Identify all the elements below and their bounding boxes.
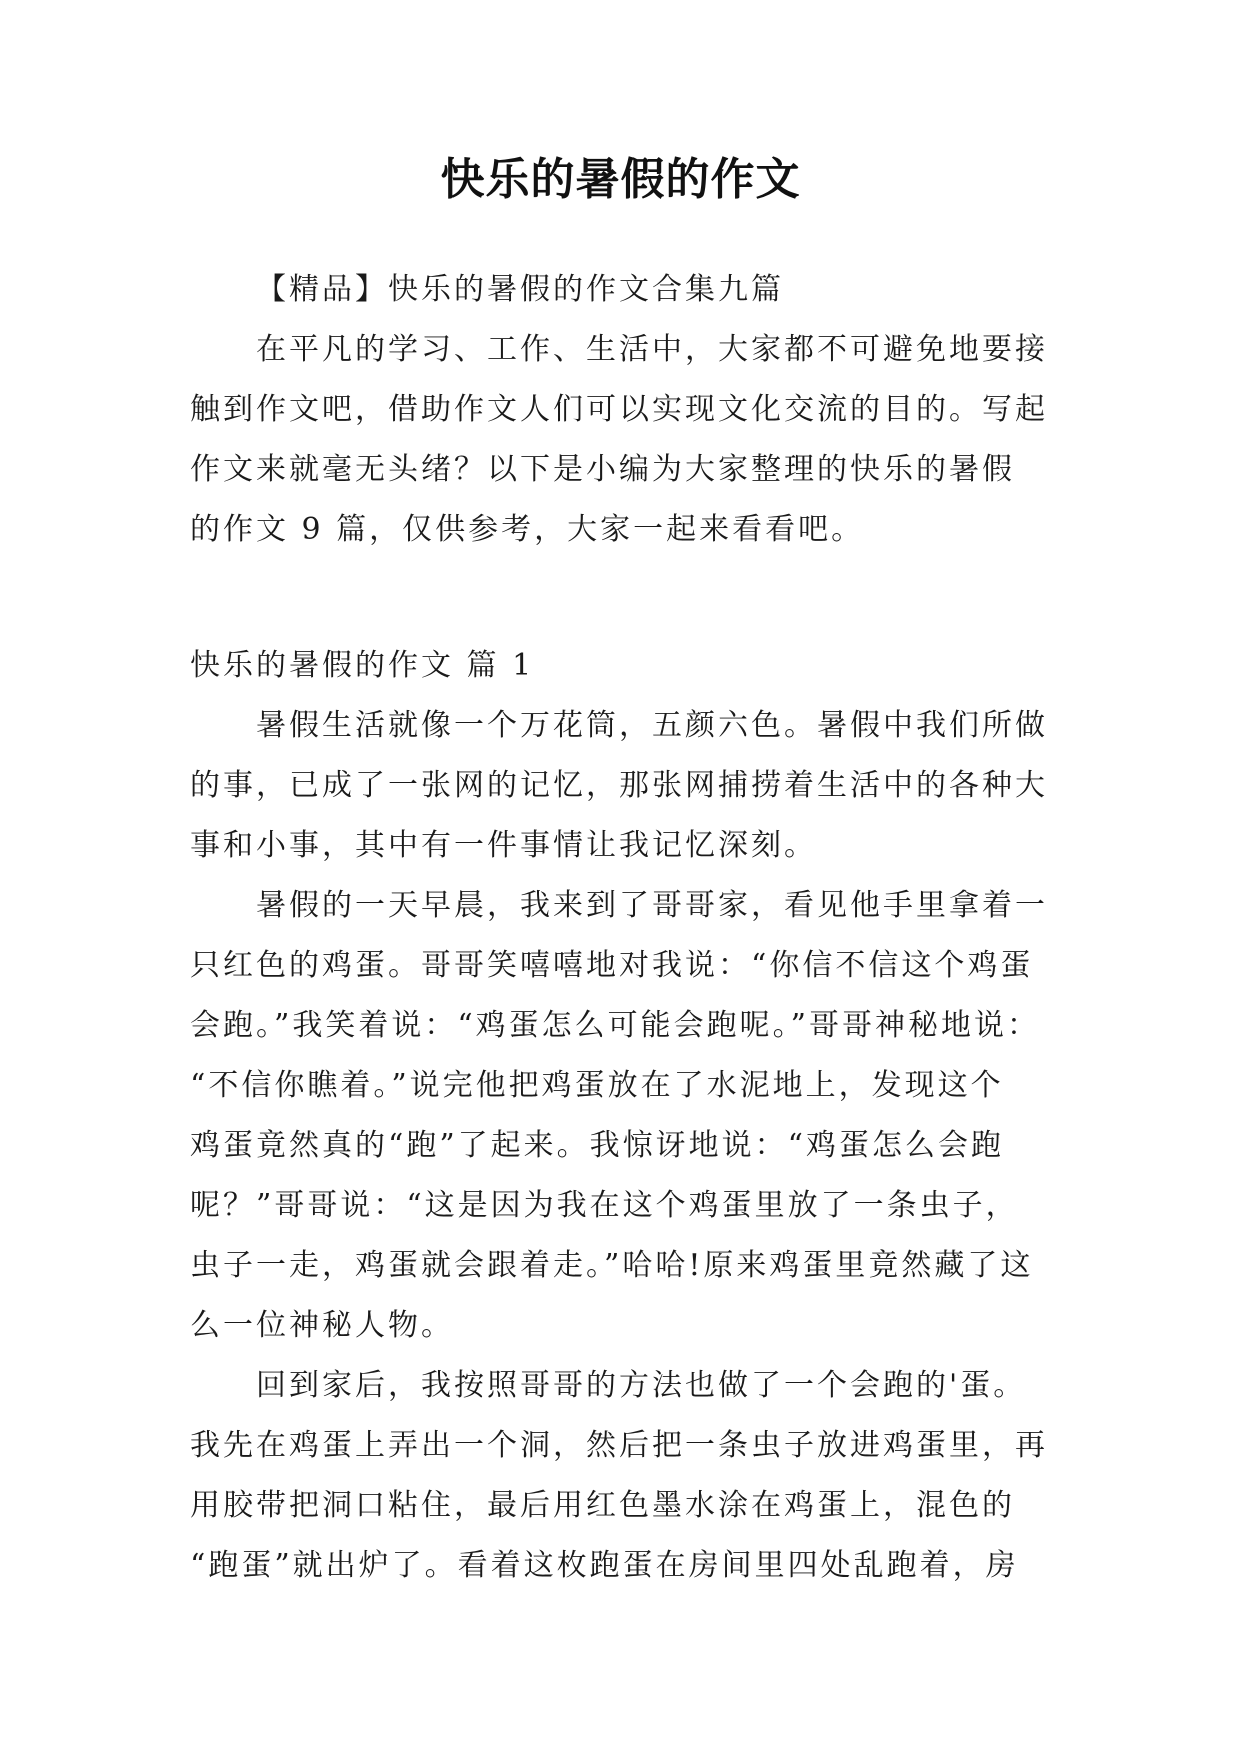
body-line: 呢？”哥哥说：“这是因为我在这个鸡蛋里放了一条虫子， [190, 1188, 1019, 1223]
intro-line: 作文来就毫无头绪？以下是小编为大家整理的快乐的暑假 [190, 452, 1015, 487]
body-line: 回到家后，我按照哥哥的方法也做了一个会跑的'蛋。 [256, 1368, 1027, 1403]
body-line: “跑蛋”就出炉了。看着这枚跑蛋在房间里四处乱跑着，房 [190, 1548, 1019, 1583]
body-line: 虫子一走，鸡蛋就会跟着走。”哈哈!原来鸡蛋里竟然藏了这 [190, 1248, 1034, 1283]
body-line: 暑假生活就像一个万花筒，五颜六色。暑假中我们所做 [256, 708, 1048, 743]
intro-line: 在平凡的学习、工作、生活中，大家都不可避免地要接 [256, 332, 1048, 367]
body-line: 会跑。”我笑着说：“鸡蛋怎么可能会跑呢。”哥哥神秘地说： [190, 1008, 1041, 1043]
intro-line: 触到作文吧，借助作文人们可以实现文化交流的目的。写起 [190, 392, 1048, 427]
document-title: 快乐的暑假的作文 [440, 154, 801, 205]
intro-line: 的作文 9 篇，仅供参考，大家一起来看看吧。 [190, 512, 865, 547]
body-line: 事和小事，其中有一件事情让我记忆深刻。 [190, 828, 817, 863]
body-line: “不信你瞧着。”说完他把鸡蛋放在了水泥地上，发现这个 [190, 1068, 1004, 1103]
body-line: 只红色的鸡蛋。哥哥笑嘻嘻地对我说：“你信不信这个鸡蛋 [190, 948, 1034, 983]
section-heading-block [190, 636, 1052, 696]
body-line: 用胶带把洞口粘住，最后用红色墨水涂在鸡蛋上，混色的 [190, 1488, 1015, 1523]
body-line: 暑假的一天早晨，我来到了哥哥家，看见他手里拿着一 [256, 888, 1048, 923]
body-line: 的事，已成了一张网的记忆，那张网捕捞着生活中的各种大 [190, 768, 1048, 803]
intro-line: 【精品】快乐的暑假的作文合集九篇 [256, 272, 784, 307]
body-line: 么一位神秘人物。 [190, 1308, 454, 1343]
intro-block [190, 260, 1052, 560]
body-line: 我先在鸡蛋上弄出一个洞，然后把一条虫子放进鸡蛋里，再 [190, 1428, 1048, 1463]
body-line: 鸡蛋竟然真的“跑”了起来。我惊讶地说：“鸡蛋怎么会跑 [190, 1128, 1005, 1163]
section-heading: 快乐的暑假的作文 篇 1 [190, 648, 535, 683]
essay-body [190, 696, 1052, 1596]
